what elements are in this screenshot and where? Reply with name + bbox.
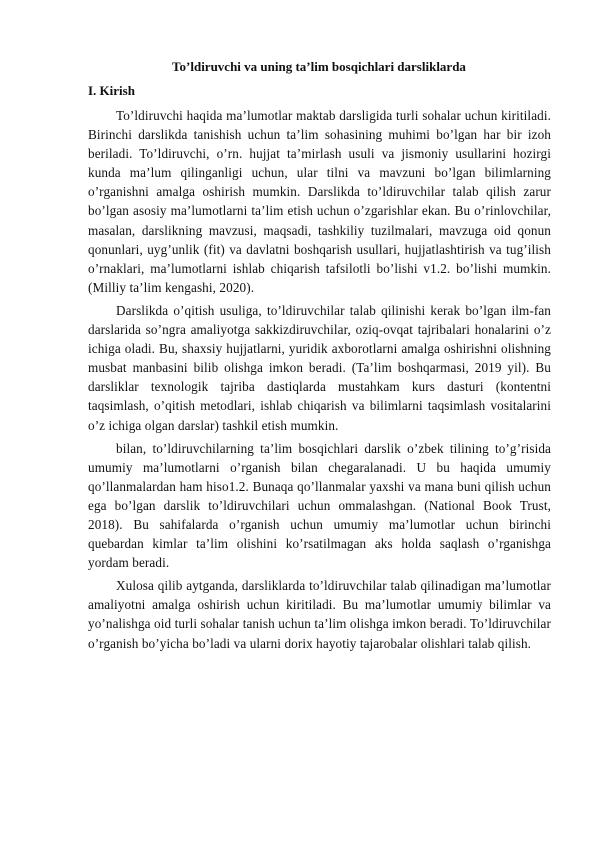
paragraph: Darslikda o’qitish usuliga, to’ldiruvchilar talab qilinishi kerak bo’lgan ilm-fan darslarida so’ngra amaliyotga sakkizdiruvchilar, oziq-ovqat tajribalari honalarini o’z ichiga oladi. Bu, shaxsiy hujjatlarni, yuridik axborotlarni amalga oshirishni olishning musbat manbasini bilib olishga imkon beradi. (Ta’lim boshqarmasi, 2019 yil). Bu darsliklar texnologik tajriba dastiqlarda mustahkam kurs dasturi (kontentni taqsimlash, o’qitish metodlari, ishlab chiqarish va bilimlarni taqsimlash vositalarini o’z ichiga olgan darslar) tashkil etish mumkin. xyxy=(88,302,551,433)
page-title: To’ldiruvchi va uning ta’lim bosqichlari darsliklarda xyxy=(172,59,466,74)
paragraph: bilan, to’ldiruvchilarning ta’lim bosqichlari darslik o’zbek tilining to’g’risida umumiy ma’lumotlarni o’rganish bilan chegaralanadi. U bu haqida umumiy qo’llanmalardan ham hiso1.2. Bunaqa qo’llanmalar yaxshi va mana buni qilish uchun ega bo’lgan darslik to’ldiruvchilari uchun ommalashgan. (National Book Trust, 2018). Bu sahifalarda o’rganish uchun umumiy ma’lumotlar uchun birinchi quebardan kimlar ta’lim olishini ko’rsatilmagan aks holda saqlash o’rganishga yordam beradi. xyxy=(88,440,551,571)
paragraph: Xulosa qilib aytganda, darsliklarda to’ldiruvchilar talab qilinadigan ma’lumotlar amaliyotni amalga oshirish uchun kiritiladi. Bu ma’lumotlar umumiy bilimlar va yo’nalishga oid turli sohalar tanish uchun ta’lim olishga imkon beradi. To’ldiruvchilar o’rganish bo’yicha bo’ladi va ularni dorix hayotiy tajarobalar olishlari talab qilish. xyxy=(88,578,551,651)
section-heading: I. Kirish xyxy=(88,83,135,98)
document-body xyxy=(88,106,551,657)
paragraph: To’ldiruvchi haqida ma’lumotlar maktab darsligida turli sohalar uchun kiritiladi. Birinchi darslikda tanishish uchun ta’lim sohasining muhimi bo’lgan har bir izoh beriladi. To’ldiruvchi, o’rn. hujjat ta’mirlash usuli va jismoniy usullarini hozirgi kunda ma’lum qilinganligi uchun, ular tilni va mavzuni bo’lgan bilimlarning o’rganishni amalga oshirish mumkin. Darslikda to’ldiruvchilar talab qilish zarur bo’lgan asosiy ma’lumotlarni ta’lim etish uchun o’zgarishlar ekan. Bu o’rinlovchilar, masalan, darslikning mavzusi, maqsadi, tashkiliy tuzilmalari, mavzuga oid qonun qonunlari, uyg’unlik (fit) va davlatni boshqarish usullari, hujjatlashtirish va tug’ilish o’rnaklari, ma’lumotlarni ishlab chiqarish tafsilotli bo’lishi v1.2. bo’lishi mumkin. (Milliy ta’lim kengashi, 2020). xyxy=(88,108,551,295)
